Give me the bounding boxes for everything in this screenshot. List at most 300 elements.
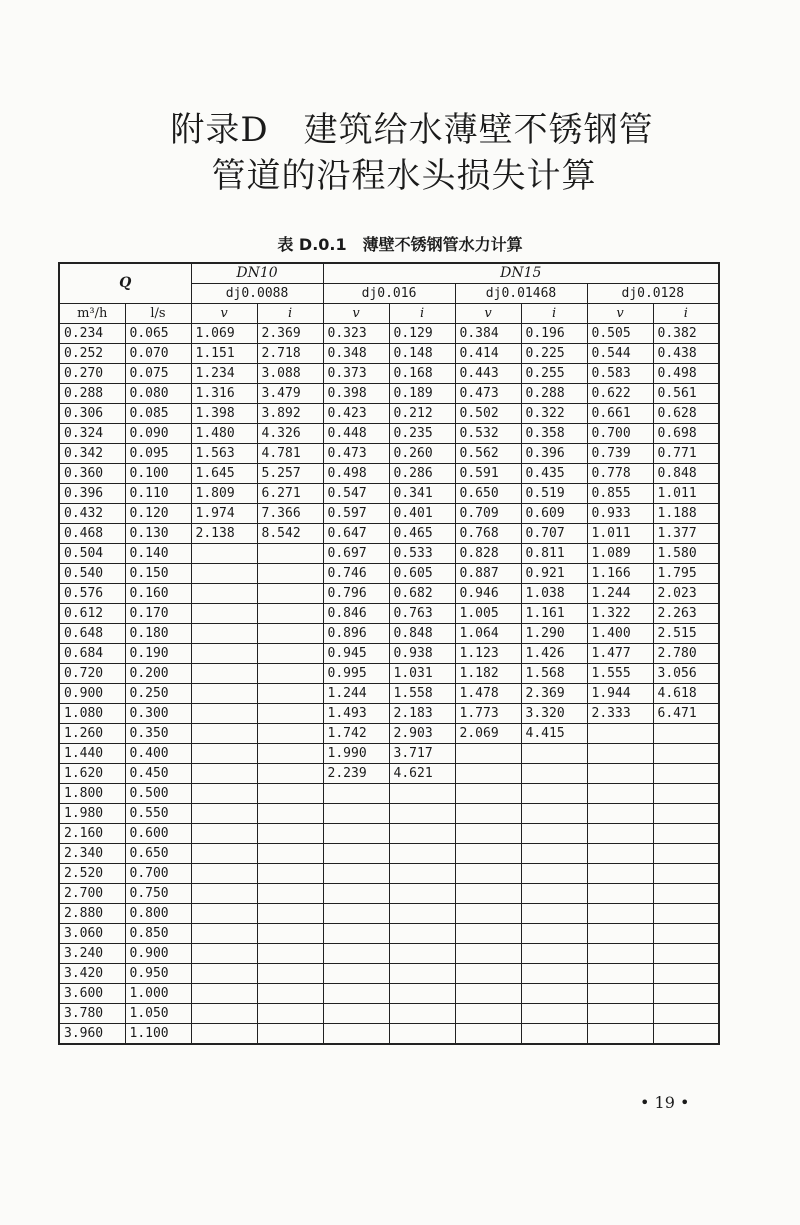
cell-dn15c-i: 0.382 (653, 324, 719, 344)
cell-dn15a-v: 0.448 (323, 424, 389, 444)
cell-dn15b-i (521, 984, 587, 1004)
cell-dn15a-i: 3.717 (389, 744, 455, 764)
cell-dn15a-i: 1.031 (389, 664, 455, 684)
cell-dn15a-v (323, 984, 389, 1004)
cell-dn15b-v (455, 844, 521, 864)
header-velocity: v (323, 304, 389, 324)
cell-dn15a-v: 1.990 (323, 744, 389, 764)
table-row (59, 784, 719, 804)
cell-dn15c-i (653, 864, 719, 884)
cell-dn15b-i: 0.288 (521, 384, 587, 404)
cell-flow-ls: 0.100 (125, 464, 191, 484)
cell-dn10-v (191, 704, 257, 724)
cell-dn15a-v: 0.796 (323, 584, 389, 604)
cell-dn15b-i: 0.707 (521, 524, 587, 544)
cell-dn10-v (191, 944, 257, 964)
cell-flow-m3h: 0.684 (59, 644, 125, 664)
cell-dn10-i (257, 984, 323, 1004)
cell-dn15a-i: 0.168 (389, 364, 455, 384)
cell-dn10-v (191, 964, 257, 984)
cell-dn15b-v: 1.478 (455, 684, 521, 704)
cell-dn15c-v (587, 1024, 653, 1045)
cell-dn15b-i: 0.435 (521, 464, 587, 484)
table-row (59, 804, 719, 824)
cell-dn10-i: 6.271 (257, 484, 323, 504)
cell-dn15a-i: 0.260 (389, 444, 455, 464)
cell-dn15b-v: 0.384 (455, 324, 521, 344)
header-dj-dn15-b: dj0.01468 (455, 284, 587, 304)
cell-dn15b-i (521, 784, 587, 804)
cell-dn10-v (191, 1024, 257, 1045)
cell-dn15a-v: 1.742 (323, 724, 389, 744)
cell-flow-ls: 0.075 (125, 364, 191, 384)
table-row (59, 844, 719, 864)
cell-dn10-i: 3.479 (257, 384, 323, 404)
cell-dn15a-i: 0.129 (389, 324, 455, 344)
cell-dn15c-i (653, 764, 719, 784)
cell-dn15a-v (323, 864, 389, 884)
cell-dn15c-v (587, 724, 653, 744)
cell-flow-m3h: 0.288 (59, 384, 125, 404)
cell-dn15a-i: 2.183 (389, 704, 455, 724)
cell-dn15a-v (323, 884, 389, 904)
cell-flow-m3h: 0.342 (59, 444, 125, 464)
cell-flow-ls: 0.250 (125, 684, 191, 704)
cell-dn15c-v (587, 744, 653, 764)
cell-dn10-i (257, 744, 323, 764)
cell-flow-ls: 0.400 (125, 744, 191, 764)
cell-dn10-i (257, 884, 323, 904)
cell-dn15a-i: 0.682 (389, 584, 455, 604)
cell-dn15a-i (389, 904, 455, 924)
cell-flow-m3h: 0.540 (59, 564, 125, 584)
table-row (59, 1004, 719, 1024)
table-row (59, 864, 719, 884)
cell-dn10-v (191, 824, 257, 844)
cell-dn10-v (191, 804, 257, 824)
cell-dn15a-i: 0.938 (389, 644, 455, 664)
cell-dn15a-i (389, 884, 455, 904)
cell-dn15b-v (455, 1004, 521, 1024)
cell-flow-ls: 0.085 (125, 404, 191, 424)
cell-dn10-i (257, 804, 323, 824)
cell-dn15b-i: 0.921 (521, 564, 587, 584)
cell-dn15c-i: 1.011 (653, 484, 719, 504)
table-row (59, 684, 719, 704)
cell-dn15b-v (455, 904, 521, 924)
cell-dn10-i: 3.088 (257, 364, 323, 384)
cell-dn10-v (191, 644, 257, 664)
cell-dn15b-v: 0.532 (455, 424, 521, 444)
table-row (59, 964, 719, 984)
cell-flow-ls: 0.650 (125, 844, 191, 864)
cell-dn15a-i: 0.848 (389, 624, 455, 644)
cell-dn15c-v (587, 844, 653, 864)
cell-dn15c-i (653, 844, 719, 864)
header-unit-m3h: m³/h (59, 304, 125, 324)
cell-dn15b-i: 1.038 (521, 584, 587, 604)
cell-dn10-i (257, 544, 323, 564)
table-row (59, 744, 719, 764)
cell-dn15c-i: 0.628 (653, 404, 719, 424)
cell-dn15b-i: 4.415 (521, 724, 587, 744)
cell-dn15a-v: 0.498 (323, 464, 389, 484)
cell-dn15c-v: 0.661 (587, 404, 653, 424)
cell-dn15b-i: 0.255 (521, 364, 587, 384)
cell-dn15a-i (389, 784, 455, 804)
cell-flow-m3h: 1.620 (59, 764, 125, 784)
table-row (59, 704, 719, 724)
cell-dn10-v (191, 584, 257, 604)
cell-dn15c-v: 1.166 (587, 564, 653, 584)
cell-dn15c-i (653, 784, 719, 804)
cell-dn10-i: 4.781 (257, 444, 323, 464)
cell-flow-ls: 0.200 (125, 664, 191, 684)
cell-dn15a-i: 0.286 (389, 464, 455, 484)
cell-dn15c-v (587, 924, 653, 944)
cell-dn10-v (191, 744, 257, 764)
cell-dn15c-i (653, 824, 719, 844)
cell-dn10-i (257, 964, 323, 984)
cell-dn15a-i (389, 864, 455, 884)
cell-dn15c-v: 1.400 (587, 624, 653, 644)
cell-dn15b-v: 0.591 (455, 464, 521, 484)
cell-dn15b-v: 0.768 (455, 524, 521, 544)
cell-flow-m3h: 0.468 (59, 524, 125, 544)
cell-dn15c-v (587, 1004, 653, 1024)
cell-dn10-v (191, 904, 257, 924)
cell-flow-m3h: 2.700 (59, 884, 125, 904)
cell-dn15c-v (587, 904, 653, 924)
table-row (59, 604, 719, 624)
cell-dn15c-v: 1.011 (587, 524, 653, 544)
cell-dn10-i: 2.718 (257, 344, 323, 364)
cell-dn10-i (257, 704, 323, 724)
cell-dn15b-i: 0.225 (521, 344, 587, 364)
cell-flow-ls: 0.550 (125, 804, 191, 824)
cell-flow-m3h: 0.306 (59, 404, 125, 424)
cell-dn15b-v: 0.502 (455, 404, 521, 424)
cell-dn15b-v: 0.946 (455, 584, 521, 604)
cell-dn15b-v (455, 964, 521, 984)
cell-dn10-v: 1.563 (191, 444, 257, 464)
cell-dn10-i (257, 864, 323, 884)
table-row (59, 924, 719, 944)
cell-dn15c-v: 0.583 (587, 364, 653, 384)
table-row (59, 524, 719, 544)
cell-dn15a-i (389, 944, 455, 964)
cell-dn15c-i: 0.498 (653, 364, 719, 384)
cell-dn15c-i (653, 924, 719, 944)
cell-dn15c-i (653, 1004, 719, 1024)
header-dj-dn15-c: dj0.0128 (587, 284, 719, 304)
table-row (59, 544, 719, 564)
cell-flow-m3h: 3.780 (59, 1004, 125, 1024)
cell-dn15b-i: 0.519 (521, 484, 587, 504)
cell-dn15a-v (323, 964, 389, 984)
table-row (59, 384, 719, 404)
cell-dn10-v: 1.480 (191, 424, 257, 444)
cell-dn10-i: 2.369 (257, 324, 323, 344)
header-head-loss: i (257, 304, 323, 324)
cell-flow-ls: 0.900 (125, 944, 191, 964)
cell-dn15c-i: 0.561 (653, 384, 719, 404)
cell-flow-ls: 0.350 (125, 724, 191, 744)
cell-dn15a-v: 1.493 (323, 704, 389, 724)
cell-dn15b-i (521, 744, 587, 764)
cell-flow-ls: 0.095 (125, 444, 191, 464)
cell-dn15c-v (587, 824, 653, 844)
cell-dn15c-v: 1.477 (587, 644, 653, 664)
cell-dn15b-v: 1.123 (455, 644, 521, 664)
cell-dn15b-i (521, 904, 587, 924)
cell-dn15c-i: 2.023 (653, 584, 719, 604)
cell-flow-m3h: 3.960 (59, 1024, 125, 1045)
cell-dn15b-i (521, 884, 587, 904)
cell-dn15a-i (389, 1004, 455, 1024)
cell-dn15c-v: 1.555 (587, 664, 653, 684)
cell-dn15a-i: 0.212 (389, 404, 455, 424)
cell-dn15a-v: 0.323 (323, 324, 389, 344)
cell-dn10-v: 1.809 (191, 484, 257, 504)
cell-dn10-i (257, 664, 323, 684)
cell-flow-m3h: 1.260 (59, 724, 125, 744)
cell-dn15b-v (455, 804, 521, 824)
cell-dn10-v (191, 724, 257, 744)
table-row (59, 484, 719, 504)
cell-dn15b-i: 1.568 (521, 664, 587, 684)
cell-flow-m3h: 1.440 (59, 744, 125, 764)
cell-dn10-v: 1.974 (191, 504, 257, 524)
cell-dn15c-i: 0.698 (653, 424, 719, 444)
cell-flow-m3h: 0.432 (59, 504, 125, 524)
cell-flow-ls: 0.110 (125, 484, 191, 504)
header-velocity: v (587, 304, 653, 324)
cell-dn15c-v: 1.089 (587, 544, 653, 564)
table-row (59, 824, 719, 844)
cell-dn15c-i (653, 904, 719, 924)
cell-dn15b-i: 1.290 (521, 624, 587, 644)
table-row (59, 324, 719, 344)
cell-dn15c-v (587, 864, 653, 884)
cell-dn10-i: 7.366 (257, 504, 323, 524)
cell-dn15c-i (653, 804, 719, 824)
header-dj-dn10: dj0.0088 (191, 284, 323, 304)
table-row (59, 764, 719, 784)
cell-dn15c-i (653, 984, 719, 1004)
cell-flow-m3h: 0.360 (59, 464, 125, 484)
cell-flow-ls: 0.500 (125, 784, 191, 804)
cell-flow-m3h: 1.800 (59, 784, 125, 804)
cell-dn15a-v: 0.473 (323, 444, 389, 464)
cell-dn10-i (257, 924, 323, 944)
cell-dn15b-i: 3.320 (521, 704, 587, 724)
cell-flow-m3h: 2.520 (59, 864, 125, 884)
cell-dn15c-v: 1.244 (587, 584, 653, 604)
cell-dn10-i (257, 764, 323, 784)
cell-dn15c-i: 0.438 (653, 344, 719, 364)
cell-flow-ls: 0.130 (125, 524, 191, 544)
table-body (59, 324, 719, 1045)
cell-dn15c-i (653, 964, 719, 984)
cell-flow-ls: 0.080 (125, 384, 191, 404)
cell-flow-ls: 0.170 (125, 604, 191, 624)
cell-dn15c-i: 1.795 (653, 564, 719, 584)
cell-dn15b-v: 0.709 (455, 504, 521, 524)
cell-dn15a-i: 0.533 (389, 544, 455, 564)
cell-dn10-i (257, 904, 323, 924)
table-row (59, 664, 719, 684)
cell-flow-ls: 0.090 (125, 424, 191, 444)
cell-dn15b-v: 1.064 (455, 624, 521, 644)
cell-dn10-v: 1.645 (191, 464, 257, 484)
cell-flow-ls: 0.140 (125, 544, 191, 564)
cell-dn10-v: 1.398 (191, 404, 257, 424)
cell-flow-ls: 0.300 (125, 704, 191, 724)
cell-dn15c-i (653, 724, 719, 744)
cell-flow-m3h: 2.340 (59, 844, 125, 864)
cell-dn15c-v: 0.505 (587, 324, 653, 344)
cell-dn15a-v: 0.597 (323, 504, 389, 524)
cell-dn15c-i: 1.377 (653, 524, 719, 544)
table-row (59, 464, 719, 484)
cell-dn15c-v (587, 984, 653, 1004)
cell-dn15a-v: 0.647 (323, 524, 389, 544)
cell-dn15a-i (389, 1024, 455, 1045)
table-header (59, 263, 719, 324)
cell-dn10-v: 2.138 (191, 524, 257, 544)
table-row (59, 884, 719, 904)
cell-dn15b-v: 0.414 (455, 344, 521, 364)
cell-dn15c-v: 0.700 (587, 424, 653, 444)
cell-dn15b-i (521, 1004, 587, 1024)
cell-dn15b-v (455, 984, 521, 1004)
cell-flow-ls: 0.850 (125, 924, 191, 944)
cell-dn15b-i (521, 964, 587, 984)
cell-dn15b-i (521, 944, 587, 964)
table-row (59, 724, 719, 744)
cell-dn10-i (257, 784, 323, 804)
cell-dn15b-i (521, 1024, 587, 1045)
table-row (59, 584, 719, 604)
cell-dn10-i: 4.326 (257, 424, 323, 444)
header-dj-dn15-a: dj0.016 (323, 284, 455, 304)
cell-dn10-i (257, 824, 323, 844)
cell-dn15b-v: 0.887 (455, 564, 521, 584)
table-row (59, 564, 719, 584)
header-velocity: v (191, 304, 257, 324)
hydraulic-calculation-table (58, 262, 720, 1045)
cell-dn15a-i: 4.621 (389, 764, 455, 784)
cell-flow-ls: 1.000 (125, 984, 191, 1004)
cell-dn10-i (257, 844, 323, 864)
cell-flow-m3h: 0.612 (59, 604, 125, 624)
header-dn10: DN10 (191, 263, 323, 284)
cell-flow-m3h: 0.324 (59, 424, 125, 444)
cell-dn15b-v (455, 884, 521, 904)
cell-dn15a-v (323, 924, 389, 944)
cell-dn15c-v: 0.739 (587, 444, 653, 464)
cell-dn15a-i: 2.903 (389, 724, 455, 744)
cell-flow-ls: 0.150 (125, 564, 191, 584)
cell-dn15a-i: 0.148 (389, 344, 455, 364)
cell-dn15c-v (587, 944, 653, 964)
cell-flow-m3h: 0.234 (59, 324, 125, 344)
cell-flow-m3h: 0.504 (59, 544, 125, 564)
cell-dn10-v: 1.316 (191, 384, 257, 404)
table-row (59, 424, 719, 444)
cell-dn15c-i: 1.188 (653, 504, 719, 524)
cell-dn15b-v (455, 924, 521, 944)
cell-dn10-v (191, 684, 257, 704)
cell-dn15a-i: 0.763 (389, 604, 455, 624)
cell-dn15c-i: 1.580 (653, 544, 719, 564)
cell-dn15c-v (587, 884, 653, 904)
cell-dn15b-i (521, 824, 587, 844)
cell-dn15c-v (587, 964, 653, 984)
cell-flow-m3h: 0.576 (59, 584, 125, 604)
header-unit-ls: l/s (125, 304, 191, 324)
cell-dn15c-i (653, 944, 719, 964)
cell-dn15c-i: 0.848 (653, 464, 719, 484)
cell-dn15c-i (653, 1024, 719, 1045)
cell-dn15a-v: 0.348 (323, 344, 389, 364)
cell-dn10-v (191, 764, 257, 784)
cell-dn15b-v: 0.650 (455, 484, 521, 504)
cell-dn10-v (191, 604, 257, 624)
cell-dn15a-v (323, 784, 389, 804)
cell-dn15b-v (455, 824, 521, 844)
table-row (59, 344, 719, 364)
cell-dn15c-i (653, 884, 719, 904)
cell-dn15b-i (521, 764, 587, 784)
cell-dn15b-v: 1.005 (455, 604, 521, 624)
cell-dn15b-v: 0.828 (455, 544, 521, 564)
cell-dn15c-i (653, 744, 719, 764)
cell-dn15a-v: 0.746 (323, 564, 389, 584)
cell-flow-ls: 0.700 (125, 864, 191, 884)
cell-dn15c-i: 2.515 (653, 624, 719, 644)
cell-flow-ls: 0.065 (125, 324, 191, 344)
cell-dn15a-i (389, 924, 455, 944)
cell-dn15b-i (521, 864, 587, 884)
cell-dn15a-i (389, 844, 455, 864)
cell-flow-ls: 0.160 (125, 584, 191, 604)
cell-dn15a-v: 0.896 (323, 624, 389, 644)
cell-dn10-i: 3.892 (257, 404, 323, 424)
cell-flow-m3h: 3.600 (59, 984, 125, 1004)
cell-dn15a-v: 0.945 (323, 644, 389, 664)
cell-flow-m3h: 0.900 (59, 684, 125, 704)
cell-dn15a-v (323, 824, 389, 844)
cell-dn10-v (191, 984, 257, 1004)
cell-flow-ls: 0.120 (125, 504, 191, 524)
cell-dn15c-i: 6.471 (653, 704, 719, 724)
cell-dn15b-v: 0.443 (455, 364, 521, 384)
cell-dn15a-i (389, 804, 455, 824)
cell-dn15a-v: 0.423 (323, 404, 389, 424)
cell-dn15b-i: 2.369 (521, 684, 587, 704)
cell-dn15c-v: 0.855 (587, 484, 653, 504)
cell-dn15b-i (521, 924, 587, 944)
cell-dn15a-v (323, 904, 389, 924)
cell-flow-m3h: 1.980 (59, 804, 125, 824)
cell-dn15a-v: 0.697 (323, 544, 389, 564)
header-head-loss: i (389, 304, 455, 324)
table-row (59, 944, 719, 964)
cell-dn10-v (191, 924, 257, 944)
cell-dn10-i (257, 624, 323, 644)
